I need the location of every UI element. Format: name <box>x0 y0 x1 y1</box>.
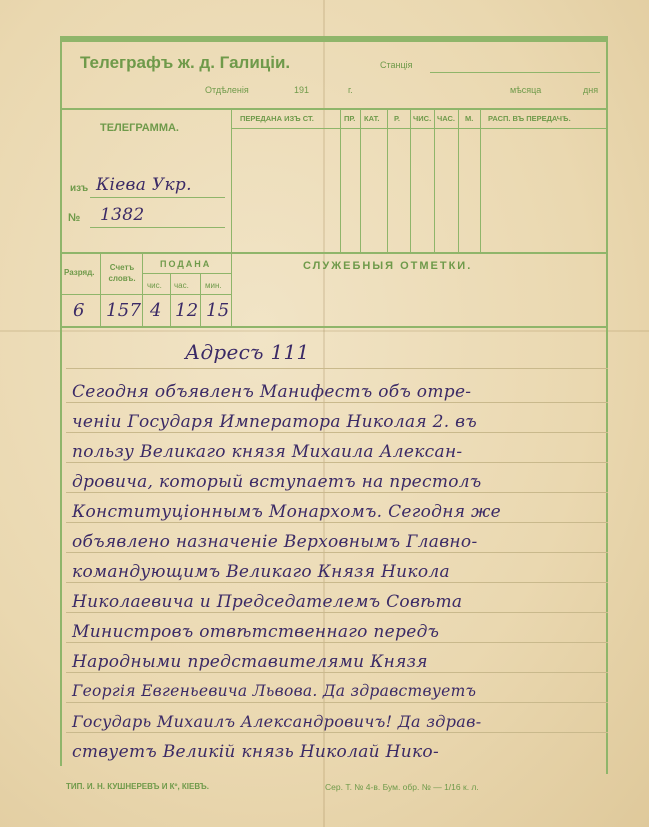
form-series-imprint: Сер. Т. № 4-в. Бум. обр. № — 1/16 к. л. <box>325 782 479 792</box>
message-line: ченіи Государя Императора Николая 2. въ <box>72 412 477 432</box>
number-line <box>90 227 225 228</box>
chas-label: ЧАС. <box>437 114 455 123</box>
address-line: Адресъ 111 <box>185 340 310 364</box>
paper-fold-horizontal <box>0 330 649 332</box>
message-line: Конституціоннымъ Монархомъ. Сегодня же <box>72 502 501 522</box>
number-value: 1382 <box>100 205 145 225</box>
message-line: пользу Великаго князя Михаила Алексан- <box>72 442 463 462</box>
m-label: М. <box>465 114 474 123</box>
month-label: мѣсяца <box>510 85 542 95</box>
schet-value: 157 <box>106 300 142 321</box>
from-value: Кіева Укр. <box>96 175 192 195</box>
day-label: дня <box>583 85 599 95</box>
write-line <box>66 492 608 493</box>
razryad-label: Разряд. <box>64 268 95 277</box>
col-r <box>387 110 388 252</box>
write-line <box>66 582 608 583</box>
col-chas <box>434 110 435 252</box>
pr-label: ПР. <box>344 114 356 123</box>
transmitted-from-label: ПЕРЕДАНА ИЗЪ СТ. <box>240 114 314 123</box>
message-line: Георгія Евгеньевича Львова. Да здравствуетъ <box>72 682 477 700</box>
station-label: Станція <box>380 60 413 70</box>
message-line: Сегодня объявленъ Манифестъ объ отре- <box>72 382 472 402</box>
message-line: ствуетъ Великій князь Николай Нико- <box>72 742 439 762</box>
col-rasp <box>480 110 481 252</box>
from-line <box>90 197 225 198</box>
write-line <box>66 732 608 733</box>
message-line: объявлено назначеніе Верховнымъ Главно- <box>72 532 478 552</box>
form-header-title: Телеграфъ ж. д. Галиціи. <box>80 53 291 72</box>
message-line: командующимъ Великаго Князя Никола <box>72 562 450 582</box>
write-line <box>66 612 608 613</box>
razryad-value: 6 <box>73 300 85 321</box>
rasp-label: РАСП. ВЪ ПЕРЕДАЧѢ. <box>488 114 571 123</box>
chis-label: ЧИС. <box>413 114 432 123</box>
col-podana <box>142 254 143 328</box>
podana-sub-divider <box>142 273 232 274</box>
message-line: Государь Михаилъ Александровичъ! Да здрав- <box>72 712 482 731</box>
service-marks-label: СЛУЖЕБНЫЯ ОТМЕТКИ. <box>303 260 473 272</box>
schet-label: Счетъ словъ. <box>108 263 136 283</box>
write-line <box>66 702 608 703</box>
min-label: мин. <box>205 281 222 290</box>
form-left-border <box>60 36 62 766</box>
form-top-bar <box>60 36 608 42</box>
chas2-label: час. <box>174 281 189 290</box>
col-chis <box>410 110 411 252</box>
message-line: Народными представителями Князя <box>72 652 428 672</box>
message-line: дровича, который вступаетъ на престолъ <box>72 472 482 492</box>
message-line: Министровъ отвѣтственнаго передъ <box>72 622 440 642</box>
header-divider <box>60 108 608 110</box>
number-label: № <box>68 212 81 224</box>
col-m <box>458 110 459 252</box>
write-line <box>66 402 608 403</box>
message-line: Николаевича и Председателемъ Совѣта <box>72 592 463 612</box>
col-kat <box>360 110 361 252</box>
write-line <box>66 522 608 523</box>
min-value: 15 <box>206 300 230 321</box>
station-line <box>430 72 600 73</box>
department-label: Отдѣленія <box>205 85 249 95</box>
write-line <box>66 462 608 463</box>
form-right-border <box>606 36 608 774</box>
write-line <box>66 432 608 433</box>
write-line <box>66 642 608 643</box>
write-line <box>66 672 608 673</box>
col-schet <box>100 254 101 328</box>
printer-imprint: ТИП. И. Н. КУШНЕРЕВЪ И Кº, КІЕВЪ. <box>66 782 209 791</box>
year-prefix: 191 <box>294 85 310 95</box>
write-line <box>66 552 608 553</box>
podana-label: ПОДАНА <box>160 259 212 269</box>
write-line <box>66 368 608 369</box>
chis2-label: чис. <box>147 281 162 290</box>
transmit-header-row-bottom <box>231 128 606 129</box>
from-label: изъ <box>70 183 89 194</box>
body-divider <box>60 326 608 328</box>
chas-value: 12 <box>175 300 199 321</box>
col-min <box>200 273 201 328</box>
telegram-label: ТЕЛЕГРАММА. <box>100 122 179 134</box>
kat-label: КАТ. <box>364 114 380 123</box>
year-suffix: г. <box>348 85 353 95</box>
chis-value: 4 <box>150 300 162 321</box>
col-pr <box>340 110 341 252</box>
col-chas2 <box>170 273 171 328</box>
telegram-block-divider <box>231 108 232 328</box>
service-sub-row <box>60 294 232 295</box>
r-label: Р. <box>394 114 400 123</box>
